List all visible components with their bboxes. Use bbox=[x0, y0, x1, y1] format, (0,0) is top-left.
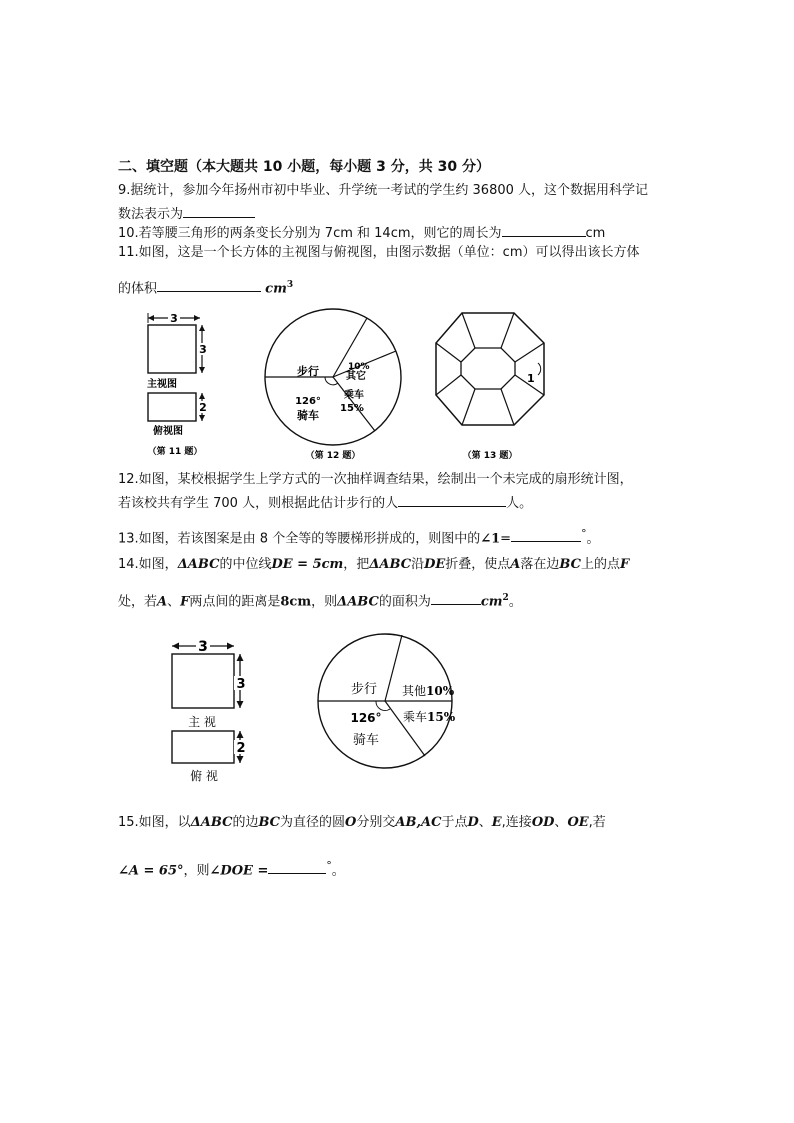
figb-bus-text: 乘车 bbox=[403, 710, 428, 724]
q13-equals: = bbox=[500, 531, 512, 547]
q15-end: 。 bbox=[331, 863, 345, 879]
q15-line2 bbox=[118, 857, 345, 880]
figb-front-label: 主 视 bbox=[188, 715, 216, 729]
q13-text: 13.如图，若该图案是由 8 个全等的等腰梯形拼成的，则图中的 bbox=[118, 531, 481, 547]
q14-triangle-abc: ΔABC bbox=[177, 557, 220, 572]
figure-views-repeat bbox=[162, 636, 262, 786]
fig12-angle-label: 126° bbox=[295, 396, 321, 407]
fig11-front-label: 主视图 bbox=[147, 379, 177, 390]
fig11-height-dimension bbox=[197, 325, 209, 373]
q10-text: 10.若等腰三角形的两条变长分别为 7cm 和 14cm，则它的周长为 bbox=[118, 226, 502, 241]
figb-angle-label: 126° bbox=[350, 711, 382, 725]
q14-triangle-abc-2: ΔABC bbox=[369, 557, 412, 572]
fig12-bus-label: 乘车 bbox=[344, 390, 364, 401]
q15-circle-o: O bbox=[345, 815, 357, 830]
q14-text-d: 沿 bbox=[411, 557, 425, 572]
figb-other-label bbox=[402, 683, 455, 698]
q15-text-d: 分别交 bbox=[356, 815, 396, 830]
q14-unit-exponent: 2 bbox=[502, 593, 509, 603]
figure-12 bbox=[258, 305, 416, 460]
figb-other-text: 其他 bbox=[402, 684, 427, 698]
q15-text-e: 于点 bbox=[441, 815, 468, 830]
fig11-width-label: 3 bbox=[170, 312, 178, 325]
section-title: 二、填空题（本大题共 10 小题，每小题 3 分，共 30 分） bbox=[118, 159, 490, 175]
fig12-other-percent: 10% bbox=[348, 362, 370, 372]
fig13-inner-octagon bbox=[461, 348, 515, 389]
q14-point-a: A bbox=[510, 557, 521, 572]
q14-distance: 8cm bbox=[280, 594, 312, 610]
q14-point-f: F bbox=[619, 557, 630, 572]
figure-pie-repeat bbox=[312, 632, 482, 782]
fig12-walk-label: 步行 bbox=[297, 365, 319, 378]
fig11-top-label: 俯视图 bbox=[153, 426, 183, 437]
q14-text-k: ，则 bbox=[311, 594, 338, 610]
q10-answer-blank[interactable] bbox=[502, 223, 586, 237]
q9-line2 bbox=[118, 204, 255, 224]
figb-depth-dimension bbox=[234, 731, 248, 763]
figb-height-label: 3 bbox=[236, 677, 246, 692]
figb-height-dimension bbox=[234, 654, 248, 708]
fig12-bus-percent: 15% bbox=[340, 403, 364, 414]
q15-text-f: 、 bbox=[478, 815, 492, 830]
fig11-caption: （第 11 题） bbox=[147, 447, 203, 457]
q14-text-j: 两点间的距离是 bbox=[189, 594, 281, 610]
q12-line2-end: 人。 bbox=[506, 496, 533, 511]
fig13-angle-label: 1 bbox=[527, 372, 535, 385]
figb-other-percent: 10% bbox=[426, 684, 455, 698]
q13-end: 。 bbox=[586, 531, 600, 547]
q15-text-b: 的边 bbox=[232, 815, 259, 830]
figure-11 bbox=[140, 308, 230, 458]
fig13-caption: （第 13 题） bbox=[462, 451, 518, 460]
fig11-depth-label: 2 bbox=[199, 401, 207, 414]
q15-bc: BC bbox=[258, 815, 281, 830]
fig12-bike-label: 骑车 bbox=[297, 409, 319, 422]
q11-unit-exponent: 3 bbox=[286, 280, 294, 290]
q14-text-e: 折叠，使点 bbox=[445, 557, 511, 572]
q14-text-a: 14.如图， bbox=[118, 557, 178, 572]
q15-text-i: ,若 bbox=[588, 815, 606, 830]
q15-text-a: 15.如图，以 bbox=[118, 815, 191, 830]
q15-text-c: 为直径的圆 bbox=[280, 815, 346, 830]
q13-angle: ∠1 bbox=[480, 531, 501, 547]
q15-point-d: D bbox=[467, 815, 479, 830]
q11-line2-text: 的体积 bbox=[118, 281, 158, 297]
figb-bus-percent: 15% bbox=[427, 710, 456, 724]
q10 bbox=[118, 223, 605, 243]
fig11-top-view bbox=[148, 393, 196, 421]
q15-ab-ac: AB,AC bbox=[395, 815, 442, 830]
q14-triangle-abc-3: ΔABC bbox=[337, 594, 379, 610]
q15-triangle-abc: ΔABC bbox=[190, 815, 233, 830]
q14-bc: BC bbox=[559, 557, 581, 572]
figb-walk-label: 步行 bbox=[350, 682, 378, 697]
q14-de: DE bbox=[424, 557, 446, 572]
q14-text-b: 的中位线 bbox=[219, 557, 272, 572]
q15-degree: ° bbox=[326, 859, 332, 872]
fig12-other-label: 其它 bbox=[346, 371, 366, 382]
figb-top-view bbox=[172, 731, 234, 763]
fig11-front-view bbox=[148, 325, 196, 373]
q11-line2 bbox=[118, 276, 293, 298]
q13-answer-blank[interactable] bbox=[511, 528, 581, 542]
fig11-height-label: 3 bbox=[199, 343, 207, 356]
q11-line1: 11.如图，这是一个长方体的主视图与俯视图，由图示数据（单位：cm）可以得出该长方体 bbox=[118, 245, 640, 260]
q14-line1 bbox=[118, 556, 629, 574]
q11-answer-blank[interactable] bbox=[157, 278, 261, 292]
q14-text-i: 、 bbox=[167, 594, 181, 610]
q15-point-e: E bbox=[491, 815, 502, 830]
q15-oe: OE bbox=[567, 815, 589, 830]
q15-line1 bbox=[118, 814, 606, 832]
q14-text-g: 上的点 bbox=[580, 557, 620, 572]
fig13-spokes bbox=[436, 313, 544, 425]
fig11-width-dimension bbox=[148, 311, 200, 325]
figb-width-label: 3 bbox=[198, 639, 208, 655]
q14-text-h: 处，若 bbox=[118, 594, 158, 610]
fig13-outer-octagon bbox=[436, 313, 544, 425]
q13 bbox=[118, 525, 600, 548]
q12-answer-blank[interactable] bbox=[398, 493, 506, 507]
q14-line2 bbox=[118, 589, 522, 611]
figb-depth-label: 2 bbox=[236, 741, 246, 756]
q9-answer-blank[interactable] bbox=[183, 204, 255, 218]
q14-point-f-2: F bbox=[180, 594, 190, 610]
figb-width-dimension bbox=[172, 638, 234, 655]
q14-text-c: ，把 bbox=[343, 557, 370, 572]
q14-de-length: DE = 5cm bbox=[271, 557, 344, 572]
figb-radius-top bbox=[385, 635, 402, 701]
q9-line1: 9.据统计，参加今年扬州市初中毕业、升学统一考试的学生约 36800 人，这个数据用科学记 bbox=[118, 183, 649, 198]
q14-text-l: 的面积为 bbox=[378, 594, 431, 610]
q10-unit: cm bbox=[585, 226, 606, 241]
q15-condition: ∠A = 65° bbox=[118, 863, 184, 879]
q15-angle-doe: ∠DOE = bbox=[209, 863, 269, 879]
q14-unit: cm bbox=[480, 594, 503, 610]
q12-line2 bbox=[118, 493, 532, 513]
q12-line2-text: 若该校共有学生 700 人，则根据此估计步行的人 bbox=[118, 496, 399, 511]
q15-answer-blank[interactable] bbox=[268, 860, 326, 874]
q14-end: 。 bbox=[508, 594, 522, 610]
q12-line1: 12.如图，某校根据学生上学方式的一次抽样调查结果，绘制出一个未完成的扇形统计图， bbox=[118, 472, 633, 487]
q15-text-j: ，则 bbox=[183, 863, 210, 879]
q14-point-a-2: A bbox=[157, 594, 168, 610]
figb-top-label: 俯 视 bbox=[190, 769, 218, 783]
figb-front-view bbox=[172, 654, 234, 708]
q15-od: OD bbox=[531, 815, 555, 830]
q13-degree: ° bbox=[581, 527, 587, 540]
figure-13 bbox=[430, 305, 550, 460]
figb-bus-label bbox=[403, 710, 456, 724]
q14-answer-blank[interactable] bbox=[431, 591, 481, 605]
fig11-depth-dimension bbox=[197, 393, 209, 421]
q15-text-h: 、 bbox=[554, 815, 568, 830]
q9-line2-text: 数法表示为 bbox=[118, 207, 184, 222]
fig12-caption: （第 12 题） bbox=[305, 451, 361, 460]
q14-text-f: 落在边 bbox=[520, 557, 560, 572]
q15-text-g: ,连接 bbox=[501, 815, 532, 830]
figb-bike-label: 骑车 bbox=[352, 733, 380, 748]
q11-unit: cm bbox=[265, 281, 287, 297]
